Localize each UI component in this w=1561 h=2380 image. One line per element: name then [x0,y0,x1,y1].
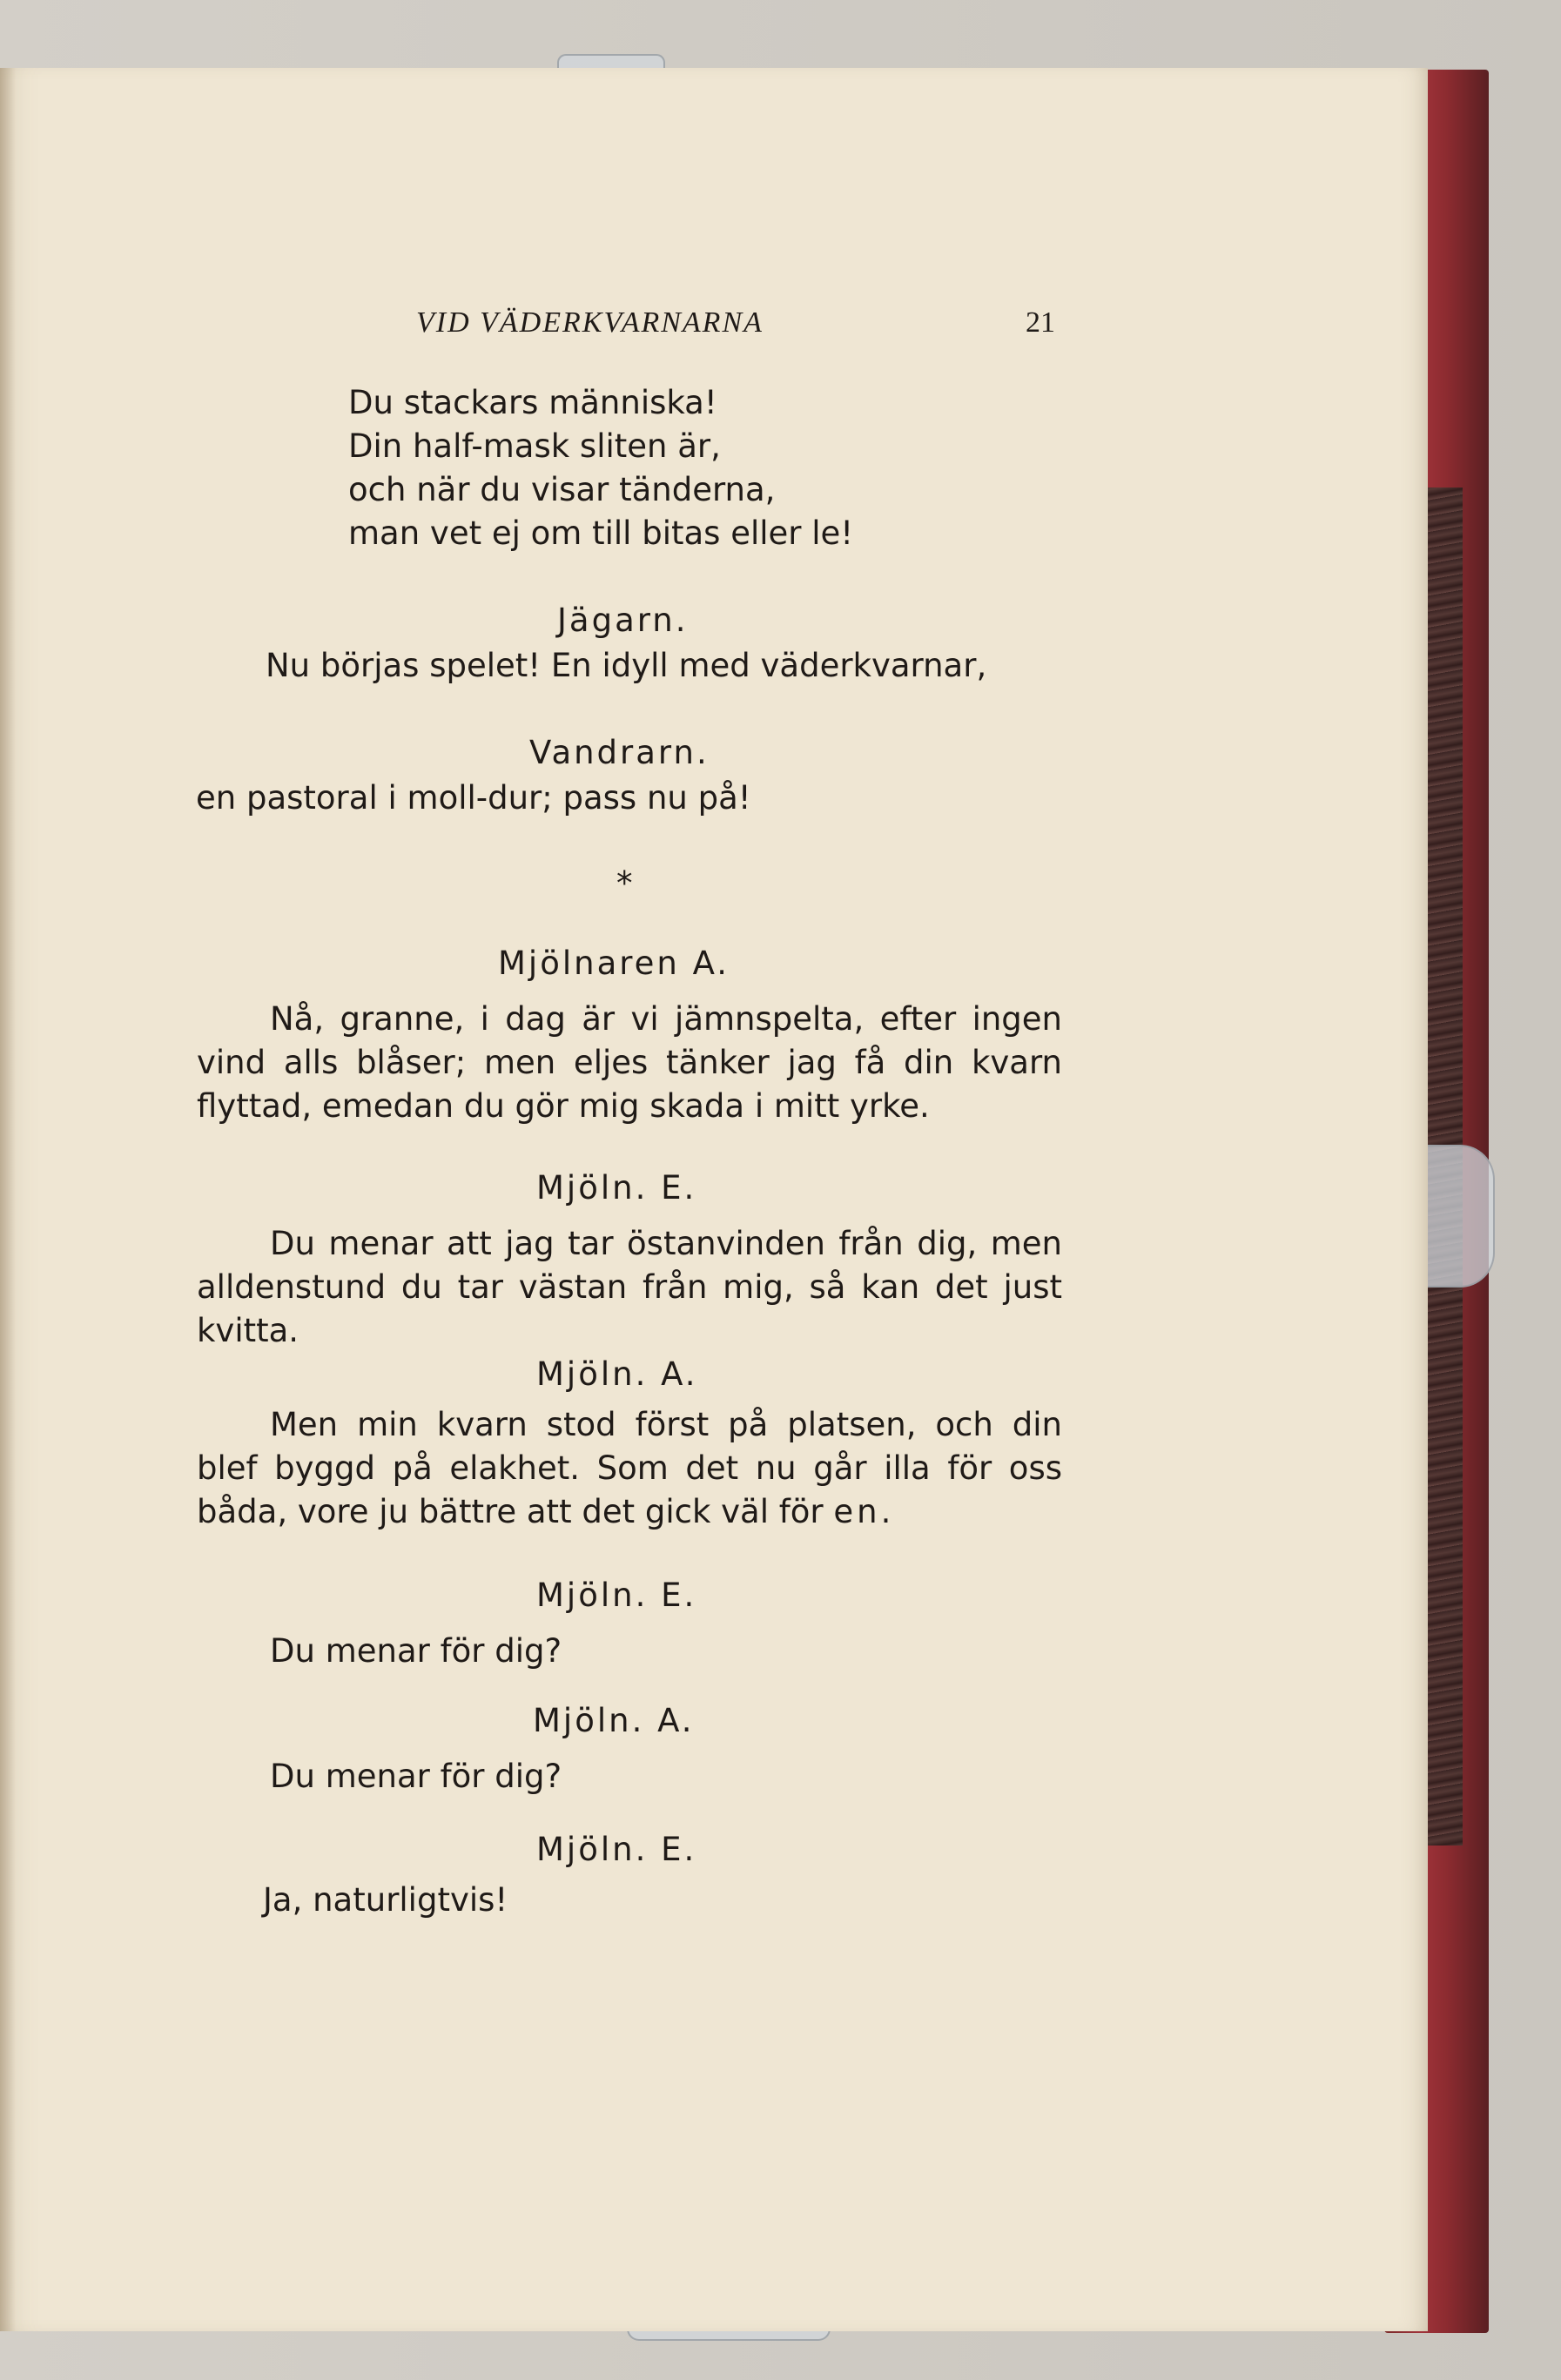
verse-line: Din half-mask sliten är, [348,427,721,465]
speaker-heading: Vandrarn. [529,734,710,771]
speaker-heading: Jägarn. [557,602,689,639]
dialogue-line: Ja, naturligtvis! [263,1881,508,1919]
prose-line: flyttad, emedan du gör mig skada i mitt yrke. [197,1087,930,1125]
prose-line: Men min kvarn stod först på platsen, och din [270,1406,1062,1443]
prose-line: Nå, granne, i dag är vi jämnspelta, efter ingen [270,1000,1062,1038]
running-title: VID VÄDERKVARNARNA [416,306,764,339]
emphasized-word: en. [833,1493,895,1530]
speaker-heading: Mjöln. A. [533,1702,695,1739]
prose-line: alldenstund du tar västan från mig, så kan det just [197,1268,1062,1306]
speaker-heading: Mjölnaren A. [498,945,730,982]
verse-line: Du stackars människa! [348,384,717,421]
speaker-heading: Mjöln. E. [536,1169,697,1207]
prose-line-start: båda, vore ju bättre att det gick väl för [197,1493,824,1530]
dialogue-line: Du menar för dig? [270,1632,562,1670]
page-gutter-shadow [0,68,16,2331]
prose-line: kvitta. [197,1312,299,1349]
prose-line: vind alls blåser; men eljes tänker jag få din kvarn [197,1044,1062,1081]
dialogue-line: Du menar för dig? [270,1758,562,1795]
dialogue-line: en pastoral i moll-dur; pass nu på! [196,779,751,817]
verse-line: man vet ej om till bitas eller le! [348,514,854,552]
page-number: 21 [1026,306,1055,339]
verse-line: och när du visar tänderna, [348,471,776,508]
speaker-heading: Mjöln. A. [536,1355,698,1393]
speaker-heading: Mjöln. E. [536,1831,697,1868]
dialogue-line: Nu börjas spelet! En idyll med väderkvarnar, [266,647,987,684]
book-page [0,68,1428,2331]
prose-line: blef byggd på elakhet. Som det nu går illa för oss [197,1449,1062,1487]
prose-line [197,1493,895,1530]
prose-line: Du menar att jag tar östanvinden från dig, men [270,1225,1062,1262]
page-clip-right [1417,1145,1495,1287]
section-separator: * [616,864,633,902]
speaker-heading: Mjöln. E. [536,1577,697,1614]
